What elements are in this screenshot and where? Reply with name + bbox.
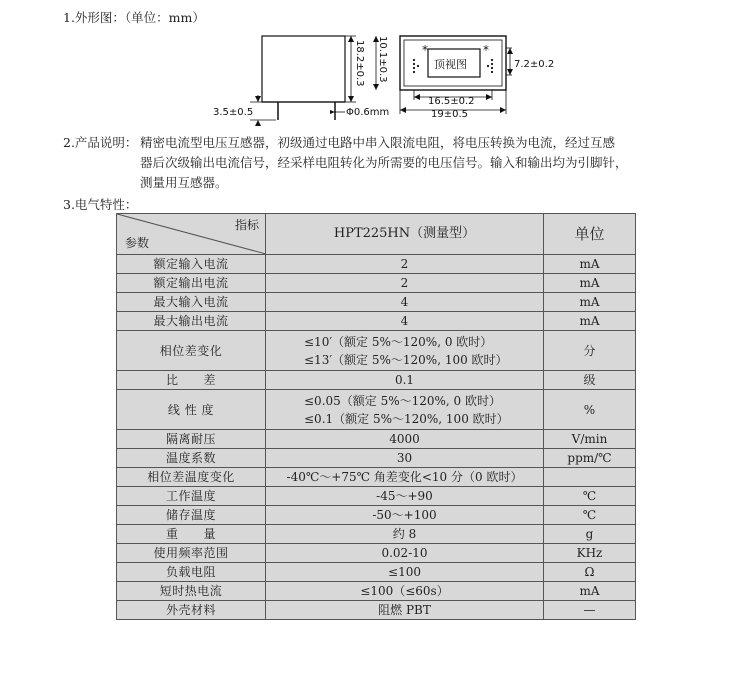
param-cell: 比 差 [117, 371, 266, 390]
table-row [117, 563, 636, 582]
value-cell [266, 293, 544, 312]
description-line: 精密电流型电压互感器，初级通过电路中串入限流电阻，将电压转换为电流，经过互感 [140, 135, 616, 150]
param-cell: 外壳材料 [117, 601, 266, 620]
table-row [117, 525, 636, 544]
value-line: -45～+90 [376, 489, 433, 503]
depth-label: 10.1±0.3 [377, 36, 388, 83]
value-line: 阻燃 PBT [378, 603, 431, 617]
side-view-body [262, 36, 345, 102]
param-cell: 隔离耐压 [117, 430, 266, 449]
table-row [117, 601, 636, 620]
table-row [117, 506, 636, 525]
unit-cell: ppm/℃ [544, 449, 636, 468]
param-cell: 负载电阻 [117, 563, 266, 582]
header-indicator-label: 指标 [234, 218, 259, 232]
section3-title: 3.电气特性： [63, 197, 138, 212]
param-cell: 重 量 [117, 525, 266, 544]
header-param-label: 参数 [125, 236, 150, 250]
length-label: 19±0.5 [431, 109, 469, 120]
value-line: ≤10′（额定 5%～120%, 0 欧时） [304, 334, 493, 349]
table-row [117, 390, 636, 430]
value-line: 30 [396, 451, 413, 465]
table-row [117, 544, 636, 563]
value-cell [266, 312, 544, 331]
value-cell [266, 601, 544, 620]
header-unit: 单位 [544, 214, 636, 255]
table-row [117, 449, 636, 468]
product-description [140, 133, 635, 193]
unit-cell: ℃ [544, 487, 636, 506]
value-cell [266, 449, 544, 468]
unit-cell: mA [544, 255, 636, 274]
dimension-drawing [0, 0, 750, 130]
section1-title: 1.外形图：（单位：mm） [63, 10, 205, 25]
value-line: -40℃～+75℃ 角差变化<10 分（0 欧时） [286, 470, 523, 484]
unit-cell: g [544, 525, 636, 544]
width-label: 7.2±0.2 [514, 59, 555, 70]
description-line: 测量用互感器。 [140, 175, 228, 190]
value-line: 约 8 [392, 527, 417, 541]
param-cell: 使用频率范围 [117, 544, 266, 563]
pin2-marker: * [483, 43, 489, 57]
table-row [117, 430, 636, 449]
value-cell [266, 274, 544, 293]
table-row [117, 468, 636, 487]
value-line: 2 [400, 257, 409, 271]
pin-offset-label: 3.5±0.5 [213, 107, 254, 118]
table-row [117, 582, 636, 601]
value-line: 2 [400, 276, 409, 290]
header-diagonal-cell [117, 214, 266, 255]
value-line: 4 [400, 314, 409, 328]
table-row [117, 255, 636, 274]
value-cell [266, 506, 544, 525]
param-cell: 温度系数 [117, 449, 266, 468]
param-cell: 短时热电流 [117, 582, 266, 601]
value-cell [266, 525, 544, 544]
header-model: HPT225HN（测量型） [266, 214, 544, 255]
unit-cell: 分 [544, 331, 636, 371]
unit-cell: ℃ [544, 506, 636, 525]
unit-cell: V/min [544, 430, 636, 449]
value-cell [266, 255, 544, 274]
value-line: 0.02-10 [381, 546, 428, 560]
unit-cell: mA [544, 293, 636, 312]
param-cell: 相位差变化 [117, 331, 266, 371]
table-header-row [117, 214, 636, 255]
unit-cell: Ω [544, 563, 636, 582]
value-line: -50～+100 [372, 508, 437, 522]
value-line: ≤0.05（额定 5%～120%, 0 欧时） [304, 393, 502, 408]
value-cell [266, 468, 544, 487]
value-cell [266, 487, 544, 506]
unit-cell: mA [544, 312, 636, 331]
value-line: 4000 [389, 432, 420, 446]
value-line: ≤100（≤60s） [360, 584, 449, 598]
value-line: 0.1 [394, 373, 415, 387]
value-line: 4 [400, 295, 409, 309]
unit-cell: — [544, 601, 636, 620]
value-line: ≤0.1（额定 5%～120%, 100 欧时） [304, 411, 509, 426]
section2-title: 2.产品说明： [63, 135, 138, 150]
top-view-label: 顶视图 [434, 58, 467, 71]
unit-cell: KHz [544, 544, 636, 563]
value-cell [266, 371, 544, 390]
value-cell [266, 331, 544, 371]
pin-pitch-label: 16.5±0.2 [428, 96, 475, 107]
table-row [117, 293, 636, 312]
table-row [117, 487, 636, 506]
value-cell [266, 430, 544, 449]
value-line: ≤100 [388, 565, 421, 579]
description-line: 器后次级输出电流信号，经采样电阻转化为所需要的电压信号。输入和输出均为引脚针， [140, 155, 628, 170]
table-row [117, 274, 636, 293]
unit-cell [544, 468, 636, 487]
table-row [117, 331, 636, 371]
unit-cell: % [544, 390, 636, 430]
param-cell: 额定输出电流 [117, 274, 266, 293]
unit-cell: mA [544, 274, 636, 293]
value-cell [266, 390, 544, 430]
value-cell [266, 582, 544, 601]
param-cell: 额定输入电流 [117, 255, 266, 274]
param-cell: 相位差温度变化 [117, 468, 266, 487]
param-cell: 最大输出电流 [117, 312, 266, 331]
height-label: 18.2±0.3 [354, 40, 365, 87]
value-cell [266, 563, 544, 582]
table-row [117, 312, 636, 331]
unit-cell: mA [544, 582, 636, 601]
param-cell: 线 性 度 [117, 390, 266, 430]
electrical-spec-table [116, 213, 636, 620]
param-cell: 最大输入电流 [117, 293, 266, 312]
table-row [117, 371, 636, 390]
param-cell: 工作温度 [117, 487, 266, 506]
value-line: ≤13′（额定 5%～120%, 100 欧时） [304, 352, 508, 367]
unit-cell: 级 [544, 371, 636, 390]
param-cell: 储存温度 [117, 506, 266, 525]
pin1-marker: * [422, 43, 428, 57]
value-cell [266, 544, 544, 563]
pin-diameter-label: Φ0.6mm [346, 107, 390, 118]
